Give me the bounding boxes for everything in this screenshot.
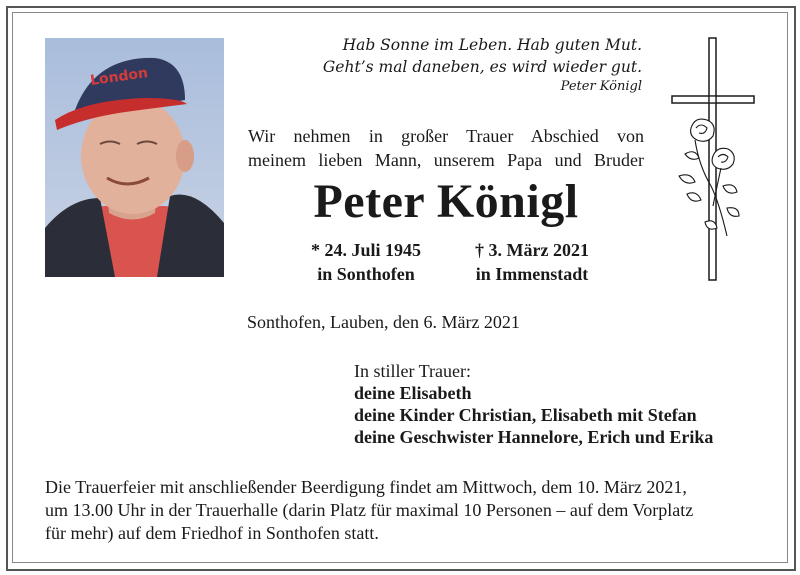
mourner-line: deine Elisabeth	[354, 383, 472, 403]
funeral-line-3: für mehr) auf dem Friedhof in Sonthofen statt.	[45, 523, 379, 543]
quote-author: Peter Königl	[560, 79, 642, 94]
quote-block	[322, 34, 642, 96]
cap-text: London	[89, 65, 149, 90]
portrait-photo	[45, 38, 224, 277]
quote-line-2: Geht’s mal daneben, es wird wieder gut.	[322, 58, 642, 76]
birth-date: * 24. Juli 1945	[310, 240, 421, 260]
funeral-line-2: um 13.00 Uhr in der Trauerhalle (darin Platz für maximal 10 Personen – auf dem Vorplatz	[45, 500, 694, 520]
mourners-block	[354, 360, 713, 448]
death-date: † 3. März 2021	[475, 240, 589, 260]
funeral-notice	[45, 476, 755, 545]
funeral-line-1: Die Trauerfeier mit anschließender Beerdigung findet am Mittwoch, dem 10. März 2021,	[45, 477, 687, 497]
intro-line-1: Wir nehmen in großer Trauer Abschied von	[248, 126, 644, 146]
death-place: in Immenstadt	[475, 264, 589, 284]
mourner-line: deine Kinder Christian, Elisabeth mit Stefan	[354, 405, 697, 425]
mourner-line: deine Geschwister Hannelore, Erich und Erika	[354, 427, 714, 447]
intro-line-2: meinem lieben Mann, unserem Papa und Bruder	[248, 150, 644, 170]
mourners-heading: In stiller Trauer:	[354, 361, 471, 381]
death-info	[452, 238, 612, 286]
birth-info	[286, 238, 446, 286]
cross-with-roses	[665, 36, 765, 282]
intro-text	[248, 124, 644, 172]
quote-line-1: Hab Sonne im Leben. Hab guten Mut.	[342, 36, 642, 54]
deceased-name: Peter Königl	[313, 175, 579, 228]
place-date-line: Sonthofen, Lauben, den 6. März 2021	[247, 312, 520, 332]
birth-place: in Sonthofen	[317, 264, 415, 284]
